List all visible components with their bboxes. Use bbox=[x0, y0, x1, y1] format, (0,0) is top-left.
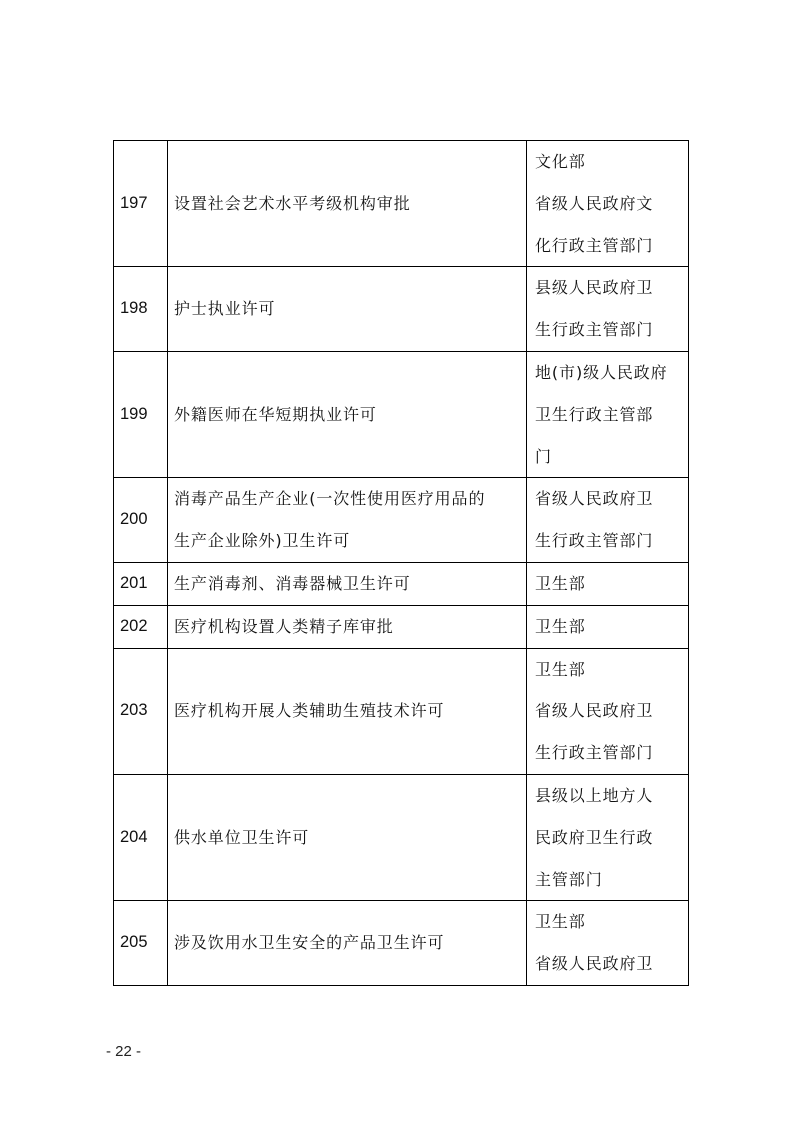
table-row bbox=[114, 562, 689, 605]
table-row bbox=[114, 351, 689, 477]
authority-line: 卫生部 bbox=[535, 912, 586, 932]
authority-line: 生行政主管部门 bbox=[535, 743, 654, 763]
approval-item-line: 供水单位卫生许可 bbox=[174, 827, 310, 847]
implementing-authority bbox=[527, 774, 689, 900]
item-number: 201 bbox=[114, 562, 168, 605]
authority-line: 民政府卫生行政 bbox=[535, 827, 654, 847]
authority-line: 卫生部 bbox=[535, 616, 586, 636]
authority-line: 生行政主管部门 bbox=[535, 320, 654, 340]
approval-item-name bbox=[168, 141, 527, 267]
implementing-authority bbox=[527, 901, 689, 986]
approval-items-table bbox=[113, 140, 689, 986]
item-number: 203 bbox=[114, 648, 168, 774]
approval-item-line: 设置社会艺术水平考级机构审批 bbox=[174, 193, 411, 213]
authority-line: 县级人民政府卫 bbox=[535, 278, 654, 298]
approval-item-name bbox=[168, 267, 527, 352]
authority-line: 省级人民政府卫 bbox=[535, 489, 654, 509]
approval-item-name bbox=[168, 478, 527, 563]
approval-item-name bbox=[168, 774, 527, 900]
authority-line: 省级人民政府卫 bbox=[535, 701, 654, 721]
table-row bbox=[114, 141, 689, 267]
table-row bbox=[114, 774, 689, 900]
authority-line: 文化部 bbox=[535, 152, 586, 171]
approval-item-name bbox=[168, 648, 527, 774]
item-number: 197 bbox=[114, 141, 168, 267]
authority-line: 门 bbox=[535, 446, 552, 466]
table-body bbox=[114, 141, 689, 986]
table-row bbox=[114, 267, 689, 352]
authority-line: 县级以上地方人 bbox=[535, 785, 654, 805]
implementing-authority bbox=[527, 141, 689, 267]
approval-item-line: 医疗机构设置人类精子库审批 bbox=[174, 616, 394, 636]
implementing-authority bbox=[527, 648, 689, 774]
implementing-authority bbox=[527, 478, 689, 563]
approval-item-line: 护士执业许可 bbox=[174, 299, 276, 319]
page-number: - 22 - bbox=[106, 1043, 142, 1060]
approval-item-line: 外籍医师在华短期执业许可 bbox=[174, 404, 377, 424]
authority-line: 地(市)级人民政府 bbox=[535, 362, 668, 382]
table-row bbox=[114, 648, 689, 774]
implementing-authority bbox=[527, 562, 689, 605]
approval-item-line: 消毒产品生产企业(一次性使用医疗用品的 bbox=[174, 489, 486, 509]
approval-item-name bbox=[168, 562, 527, 605]
implementing-authority bbox=[527, 267, 689, 352]
approval-item-line: 涉及饮用水卫生安全的产品卫生许可 bbox=[174, 933, 445, 953]
approval-item-name bbox=[168, 605, 527, 648]
item-number: 204 bbox=[114, 774, 168, 900]
approval-item-line: 生产消毒剂、消毒器械卫生许可 bbox=[174, 573, 411, 593]
implementing-authority bbox=[527, 351, 689, 477]
item-number: 198 bbox=[114, 267, 168, 352]
approval-item-line: 生产企业除外)卫生许可 bbox=[174, 531, 351, 551]
item-number: 205 bbox=[114, 901, 168, 986]
item-number: 200 bbox=[114, 478, 168, 563]
table-row bbox=[114, 478, 689, 563]
authority-line: 化行政主管部门 bbox=[535, 235, 654, 255]
authority-line: 卫生部 bbox=[535, 573, 586, 593]
approval-item-name bbox=[168, 901, 527, 986]
authority-line: 生行政主管部门 bbox=[535, 531, 654, 551]
approval-item-line: 医疗机构开展人类辅助生殖技术许可 bbox=[174, 701, 445, 721]
item-number: 202 bbox=[114, 605, 168, 648]
authority-line: 卫生部 bbox=[535, 659, 586, 679]
authority-line: 省级人民政府文 bbox=[535, 193, 654, 213]
table-row bbox=[114, 901, 689, 986]
authority-line: 主管部门 bbox=[535, 869, 603, 889]
authority-line: 省级人民政府卫 bbox=[535, 954, 654, 974]
approval-item-name bbox=[168, 351, 527, 477]
table-row bbox=[114, 605, 689, 648]
item-number: 199 bbox=[114, 351, 168, 477]
implementing-authority bbox=[527, 605, 689, 648]
authority-line: 卫生行政主管部 bbox=[535, 404, 654, 424]
